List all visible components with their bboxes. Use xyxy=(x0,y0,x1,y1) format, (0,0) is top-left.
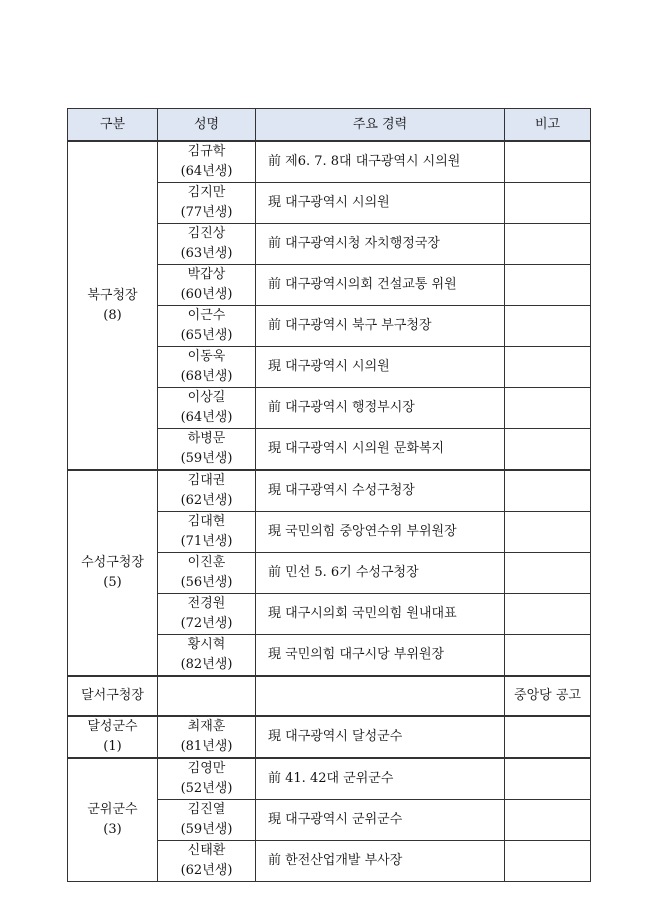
candidate-birth-year: (64년생) xyxy=(180,164,233,179)
table-row xyxy=(68,141,591,183)
header-row xyxy=(68,109,591,142)
candidate-note xyxy=(505,141,591,183)
candidate-name-cell xyxy=(158,183,256,224)
candidate-name-cell xyxy=(158,224,256,265)
table-row xyxy=(68,676,591,716)
candidate-birth-year: (64년생) xyxy=(180,410,233,425)
candidate-birth-year: (59년생) xyxy=(180,451,233,466)
candidate-name: 김대현 xyxy=(187,514,226,529)
candidate-birth-year: (62년생) xyxy=(180,493,233,508)
group-label: 군위군수 xyxy=(87,802,138,817)
candidate-name: 이근수 xyxy=(187,308,226,323)
header-name: 성명 xyxy=(158,109,256,142)
candidate-table xyxy=(67,108,591,882)
candidate-name: 이진훈 xyxy=(187,555,226,570)
candidate-note xyxy=(505,841,591,882)
candidate-name-cell xyxy=(158,553,256,594)
header-note: 비고 xyxy=(505,109,591,142)
candidate-birth-year: (68년생) xyxy=(180,369,233,384)
group-cell xyxy=(68,141,158,470)
group-count: (3) xyxy=(103,822,122,837)
candidate-note xyxy=(505,224,591,265)
group-count: (8) xyxy=(103,307,122,323)
candidate-birth-year: (63년생) xyxy=(180,246,233,261)
candidate-career: 前 한전산업개발 부사장 xyxy=(256,841,505,882)
candidate-birth-year: (65년생) xyxy=(180,328,233,343)
group-cell xyxy=(68,758,158,882)
candidate-name-cell xyxy=(158,635,256,677)
candidate-career: 前 대구광역시의회 건설교통 위원 xyxy=(256,265,505,306)
candidate-note xyxy=(505,429,591,471)
candidate-birth-year: (56년생) xyxy=(180,575,233,590)
candidate-name-cell xyxy=(158,512,256,553)
group-note: 중앙당 공고 xyxy=(505,676,591,716)
candidate-name: 신태환 xyxy=(187,843,226,858)
candidate-note xyxy=(505,347,591,388)
candidate-name: 김진상 xyxy=(187,226,226,241)
candidate-note xyxy=(505,470,591,512)
candidate-name: 황시혁 xyxy=(187,637,226,652)
candidate-name-cell xyxy=(158,716,256,758)
candidate-career: 現 국민의힘 대구시당 부위원장 xyxy=(256,635,505,677)
candidate-career: 現 대구광역시 시의원 xyxy=(256,347,505,388)
candidate-career-empty xyxy=(256,676,505,716)
candidate-birth-year: (82년생) xyxy=(180,657,233,672)
group-label: 달성군수 xyxy=(87,719,138,734)
candidate-name-cell xyxy=(158,594,256,635)
header-category: 구분 xyxy=(68,109,158,142)
candidate-career: 現 대구광역시 시의원 xyxy=(256,183,505,224)
candidate-name: 김대권 xyxy=(187,473,226,488)
candidate-name-cell xyxy=(158,306,256,347)
candidate-name: 하병문 xyxy=(187,431,226,446)
candidate-name: 최재훈 xyxy=(187,719,226,734)
candidate-name-cell xyxy=(158,841,256,882)
candidate-name-cell xyxy=(158,429,256,471)
candidate-note xyxy=(505,183,591,224)
table-body xyxy=(68,141,591,882)
candidate-note xyxy=(505,635,591,677)
group-cell xyxy=(68,716,158,758)
candidate-name-cell xyxy=(158,265,256,306)
candidate-note xyxy=(505,512,591,553)
candidate-career: 現 대구광역시 군위군수 xyxy=(256,800,505,841)
header-career: 주요 경력 xyxy=(256,109,505,142)
group-label: 수성구청장 xyxy=(81,555,144,570)
candidate-career: 現 국민의힘 중앙연수위 부위원장 xyxy=(256,512,505,553)
candidate-birth-year: (52년생) xyxy=(180,781,233,796)
candidate-name-cell xyxy=(158,388,256,429)
candidate-name: 이동욱 xyxy=(187,349,226,364)
candidate-name: 김지만 xyxy=(187,185,226,200)
candidate-note xyxy=(505,388,591,429)
group-count: (1) xyxy=(103,739,122,754)
candidate-note xyxy=(505,594,591,635)
candidate-name-cell xyxy=(158,141,256,183)
candidate-birth-year: (62년생) xyxy=(180,863,233,878)
group-count: (5) xyxy=(103,575,122,590)
candidate-name: 박갑상 xyxy=(187,267,226,282)
candidate-note xyxy=(505,716,591,758)
candidate-career: 現 대구광역시 달성군수 xyxy=(256,716,505,758)
candidate-name: 김규학 xyxy=(187,144,226,159)
candidate-note xyxy=(505,265,591,306)
candidate-note xyxy=(505,553,591,594)
candidate-name: 이상길 xyxy=(187,390,226,405)
group-cell xyxy=(68,470,158,676)
candidate-career: 前 41. 42대 군위군수 xyxy=(256,758,505,800)
candidate-name-cell xyxy=(158,470,256,512)
candidate-career: 前 대구광역시 북구 부구청장 xyxy=(256,306,505,347)
table-row xyxy=(68,758,591,800)
candidate-note xyxy=(505,758,591,800)
candidate-name-empty xyxy=(158,676,256,716)
candidate-career: 現 대구광역시 시의원 문화복지 xyxy=(256,429,505,471)
candidate-career: 前 대구광역시 행정부시장 xyxy=(256,388,505,429)
candidate-name-cell xyxy=(158,347,256,388)
candidate-birth-year: (77년생) xyxy=(180,205,233,220)
candidate-name: 전경원 xyxy=(187,596,226,611)
candidate-name: 김진열 xyxy=(187,802,226,817)
candidate-name-cell xyxy=(158,800,256,841)
candidate-name-cell xyxy=(158,758,256,800)
table-row xyxy=(68,470,591,512)
candidate-birth-year: (72년생) xyxy=(180,616,233,631)
candidate-birth-year: (71년생) xyxy=(180,534,233,549)
candidate-birth-year: (81년생) xyxy=(180,739,233,754)
group-label: 달서구청장 xyxy=(68,676,158,716)
candidate-career: 前 민선 5. 6기 수성구청장 xyxy=(256,553,505,594)
candidate-career: 前 제6. 7. 8대 대구광역시 시의원 xyxy=(256,141,505,183)
candidate-note xyxy=(505,306,591,347)
group-label: 북구청장 xyxy=(87,287,138,303)
candidate-birth-year: (60년생) xyxy=(180,287,233,302)
candidate-birth-year: (59년생) xyxy=(180,822,233,837)
candidate-name: 김영만 xyxy=(187,761,226,776)
table-row xyxy=(68,716,591,758)
candidate-career: 前 대구광역시청 자치행정국장 xyxy=(256,224,505,265)
candidate-note xyxy=(505,800,591,841)
candidate-career: 現 대구시의회 국민의힘 원내대표 xyxy=(256,594,505,635)
candidate-career: 現 대구광역시 수성구청장 xyxy=(256,470,505,512)
